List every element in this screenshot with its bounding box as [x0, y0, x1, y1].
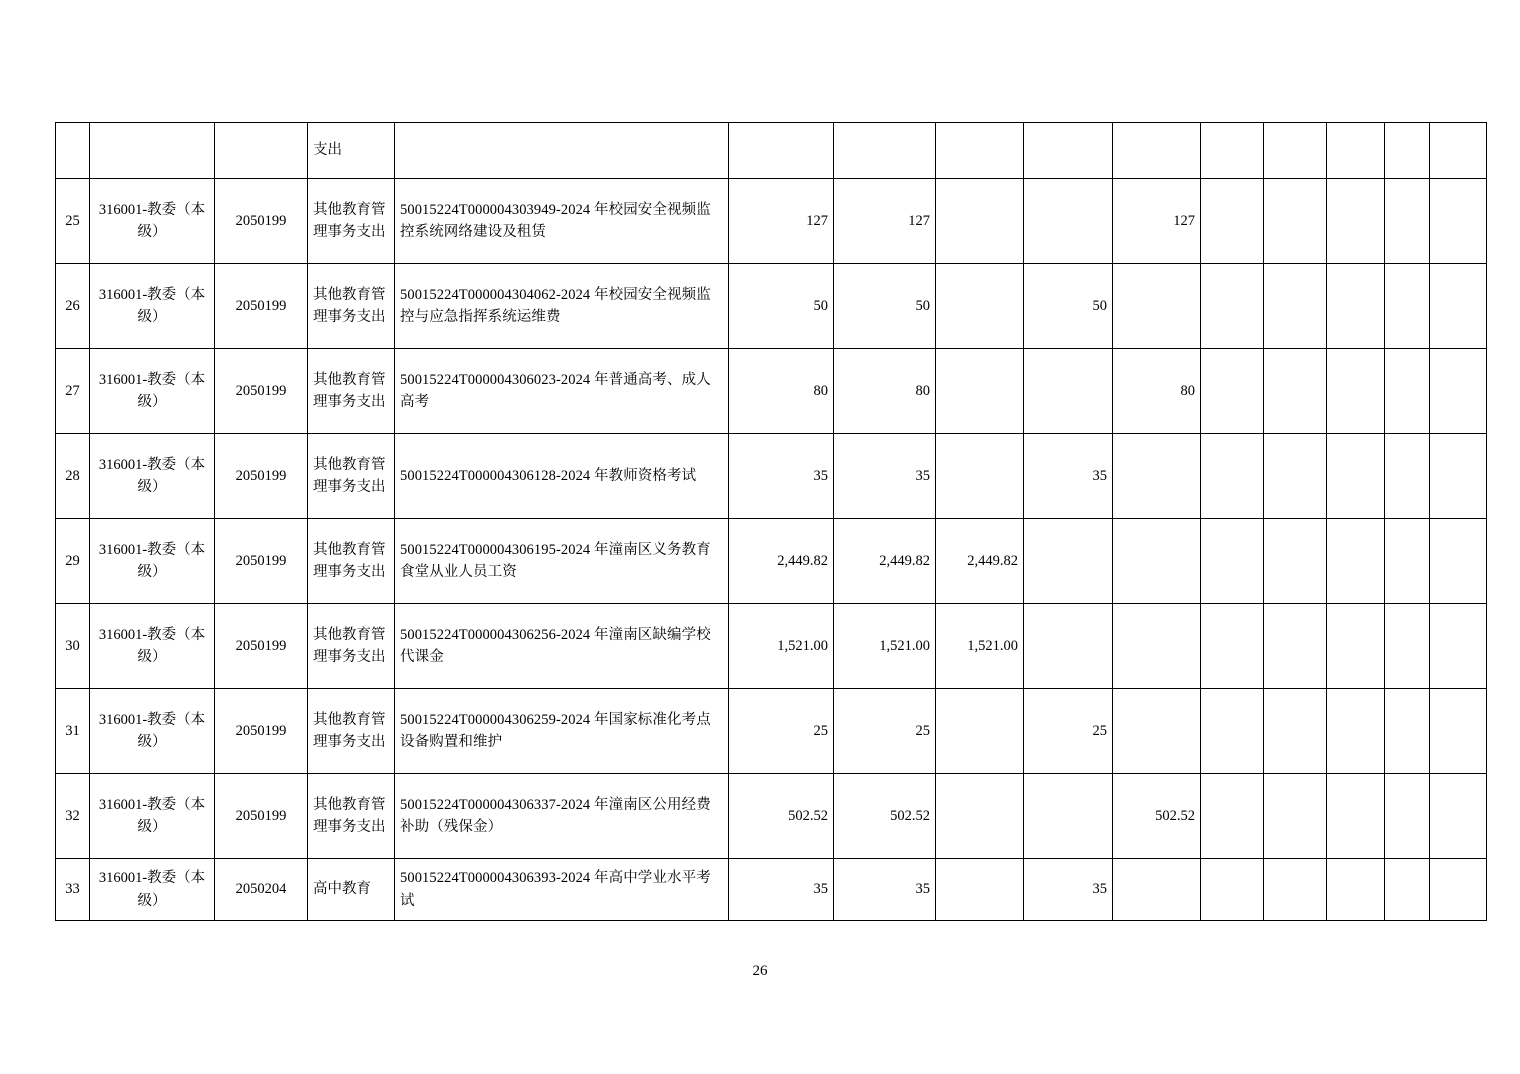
row-total: 502.52 — [729, 774, 834, 859]
row-capital-budget — [1113, 264, 1201, 349]
row-code: 2050199 — [215, 519, 308, 604]
row-function-name: 其他教育管理事务支出 — [308, 264, 395, 349]
row-general-budget — [936, 123, 1024, 179]
row-extra-4 — [1385, 859, 1430, 921]
row-extra-3 — [1327, 774, 1385, 859]
row-function-name: 其他教育管理事务支出 — [308, 179, 395, 264]
table-row — [56, 859, 1487, 921]
row-capital-budget — [1113, 859, 1201, 921]
row-code — [215, 123, 308, 179]
row-general-budget — [936, 349, 1024, 434]
row-general-budget — [936, 859, 1024, 921]
row-total: 35 — [729, 859, 834, 921]
row-index: 33 — [56, 859, 90, 921]
row-index: 26 — [56, 264, 90, 349]
row-total: 2,449.82 — [729, 519, 834, 604]
row-extra-5 — [1430, 859, 1487, 921]
row-project-name — [395, 123, 729, 179]
row-extra-5 — [1430, 434, 1487, 519]
row-extra-2 — [1264, 434, 1327, 519]
row-extra-1 — [1201, 434, 1264, 519]
row-extra-4 — [1385, 179, 1430, 264]
row-total: 35 — [729, 434, 834, 519]
row-project-name: 50015224T000004303949-2024 年校园安全视频监控系统网络建设及租赁 — [395, 179, 729, 264]
row-extra-2 — [1264, 689, 1327, 774]
row-general-budget — [936, 774, 1024, 859]
row-fund-budget: 35 — [1024, 859, 1113, 921]
table-row — [56, 604, 1487, 689]
row-capital-budget — [1113, 519, 1201, 604]
row-unit: 316001-教委（本级） — [90, 179, 215, 264]
row-project-name: 50015224T000004306195-2024 年潼南区义务教育食堂从业人员工资 — [395, 519, 729, 604]
row-extra-5 — [1430, 519, 1487, 604]
row-unit: 316001-教委（本级） — [90, 434, 215, 519]
row-capital-budget: 502.52 — [1113, 774, 1201, 859]
row-fund-budget — [1024, 123, 1113, 179]
row-extra-5 — [1430, 123, 1487, 179]
row-extra-1 — [1201, 774, 1264, 859]
row-fiscal-total — [834, 123, 936, 179]
row-extra-3 — [1327, 434, 1385, 519]
row-extra-1 — [1201, 859, 1264, 921]
row-fiscal-total: 25 — [834, 689, 936, 774]
row-total: 50 — [729, 264, 834, 349]
row-extra-3 — [1327, 689, 1385, 774]
row-index: 29 — [56, 519, 90, 604]
row-fund-budget — [1024, 349, 1113, 434]
row-unit: 316001-教委（本级） — [90, 689, 215, 774]
row-project-name: 50015224T000004306337-2024 年潼南区公用经费补助（残保金） — [395, 774, 729, 859]
row-capital-budget — [1113, 689, 1201, 774]
row-code: 2050199 — [215, 774, 308, 859]
row-extra-2 — [1264, 604, 1327, 689]
row-unit: 316001-教委（本级） — [90, 264, 215, 349]
row-project-name: 50015224T000004306256-2024 年潼南区缺编学校代课金 — [395, 604, 729, 689]
row-index: 28 — [56, 434, 90, 519]
row-general-budget: 1,521.00 — [936, 604, 1024, 689]
row-extra-2 — [1264, 264, 1327, 349]
row-extra-1 — [1201, 519, 1264, 604]
row-index — [56, 123, 90, 179]
row-index: 27 — [56, 349, 90, 434]
row-code: 2050199 — [215, 264, 308, 349]
row-total — [729, 123, 834, 179]
row-extra-4 — [1385, 123, 1430, 179]
row-function-name: 其他教育管理事务支出 — [308, 519, 395, 604]
row-index: 31 — [56, 689, 90, 774]
row-code: 2050199 — [215, 689, 308, 774]
row-extra-4 — [1385, 774, 1430, 859]
table-row — [56, 123, 1487, 179]
row-project-name: 50015224T000004306393-2024 年高中学业水平考试 — [395, 859, 729, 921]
row-function-name: 其他教育管理事务支出 — [308, 689, 395, 774]
row-total: 80 — [729, 349, 834, 434]
row-extra-3 — [1327, 859, 1385, 921]
row-function-name: 其他教育管理事务支出 — [308, 774, 395, 859]
row-fiscal-total: 2,449.82 — [834, 519, 936, 604]
row-extra-3 — [1327, 123, 1385, 179]
row-index: 25 — [56, 179, 90, 264]
row-fiscal-total: 502.52 — [834, 774, 936, 859]
row-fund-budget — [1024, 774, 1113, 859]
row-function-name: 支出 — [308, 123, 395, 179]
row-code: 2050199 — [215, 349, 308, 434]
row-unit: 316001-教委（本级） — [90, 349, 215, 434]
row-general-budget: 2,449.82 — [936, 519, 1024, 604]
row-function-name: 高中教育 — [308, 859, 395, 921]
row-unit: 316001-教委（本级） — [90, 774, 215, 859]
row-fund-budget — [1024, 519, 1113, 604]
row-extra-2 — [1264, 774, 1327, 859]
row-extra-2 — [1264, 519, 1327, 604]
row-fund-budget: 25 — [1024, 689, 1113, 774]
row-unit: 316001-教委（本级） — [90, 859, 215, 921]
row-extra-4 — [1385, 689, 1430, 774]
row-extra-3 — [1327, 179, 1385, 264]
row-extra-3 — [1327, 604, 1385, 689]
table-body — [56, 123, 1487, 921]
table-row — [56, 179, 1487, 264]
table-row — [56, 774, 1487, 859]
row-code: 2050199 — [215, 179, 308, 264]
row-extra-3 — [1327, 519, 1385, 604]
row-fiscal-total: 80 — [834, 349, 936, 434]
row-fund-budget: 50 — [1024, 264, 1113, 349]
row-capital-budget — [1113, 604, 1201, 689]
row-extra-5 — [1430, 604, 1487, 689]
row-capital-budget — [1113, 123, 1201, 179]
row-fund-budget: 35 — [1024, 434, 1113, 519]
row-extra-5 — [1430, 264, 1487, 349]
row-project-name: 50015224T000004306023-2024 年普通高考、成人高考 — [395, 349, 729, 434]
row-function-name: 其他教育管理事务支出 — [308, 349, 395, 434]
row-general-budget — [936, 264, 1024, 349]
row-unit — [90, 123, 215, 179]
row-fund-budget — [1024, 604, 1113, 689]
row-extra-4 — [1385, 349, 1430, 434]
row-extra-4 — [1385, 434, 1430, 519]
row-project-name: 50015224T000004304062-2024 年校园安全视频监控与应急指挥系统运维费 — [395, 264, 729, 349]
row-code: 2050199 — [215, 604, 308, 689]
row-extra-4 — [1385, 604, 1430, 689]
row-extra-2 — [1264, 123, 1327, 179]
budget-expenditure-table — [55, 122, 1487, 921]
row-total: 1,521.00 — [729, 604, 834, 689]
row-project-name: 50015224T000004306259-2024 年国家标准化考点设备购置和维护 — [395, 689, 729, 774]
row-capital-budget: 127 — [1113, 179, 1201, 264]
row-fiscal-total: 127 — [834, 179, 936, 264]
row-index: 32 — [56, 774, 90, 859]
row-extra-5 — [1430, 774, 1487, 859]
row-extra-4 — [1385, 264, 1430, 349]
table-row — [56, 349, 1487, 434]
row-extra-4 — [1385, 519, 1430, 604]
row-general-budget — [936, 179, 1024, 264]
row-extra-1 — [1201, 689, 1264, 774]
table-row — [56, 434, 1487, 519]
row-fiscal-total: 35 — [834, 434, 936, 519]
row-extra-1 — [1201, 264, 1264, 349]
page-number: 26 — [752, 963, 768, 979]
row-extra-3 — [1327, 349, 1385, 434]
row-general-budget — [936, 689, 1024, 774]
row-function-name: 其他教育管理事务支出 — [308, 604, 395, 689]
row-unit: 316001-教委（本级） — [90, 604, 215, 689]
row-code: 2050204 — [215, 859, 308, 921]
row-extra-5 — [1430, 179, 1487, 264]
row-index: 30 — [56, 604, 90, 689]
row-capital-budget — [1113, 434, 1201, 519]
row-extra-3 — [1327, 264, 1385, 349]
row-extra-1 — [1201, 604, 1264, 689]
row-function-name: 其他教育管理事务支出 — [308, 434, 395, 519]
row-fiscal-total: 50 — [834, 264, 936, 349]
table-row — [56, 519, 1487, 604]
row-extra-1 — [1201, 179, 1264, 264]
row-general-budget — [936, 434, 1024, 519]
row-fiscal-total: 1,521.00 — [834, 604, 936, 689]
row-project-name: 50015224T000004306128-2024 年教师资格考试 — [395, 434, 729, 519]
row-extra-2 — [1264, 179, 1327, 264]
row-fund-budget — [1024, 179, 1113, 264]
row-extra-1 — [1201, 123, 1264, 179]
row-extra-2 — [1264, 349, 1327, 434]
row-extra-2 — [1264, 859, 1327, 921]
row-code: 2050199 — [215, 434, 308, 519]
row-fiscal-total: 35 — [834, 859, 936, 921]
row-total: 25 — [729, 689, 834, 774]
row-extra-1 — [1201, 349, 1264, 434]
row-capital-budget: 80 — [1113, 349, 1201, 434]
row-extra-5 — [1430, 349, 1487, 434]
row-extra-5 — [1430, 689, 1487, 774]
row-unit: 316001-教委（本级） — [90, 519, 215, 604]
row-total: 127 — [729, 179, 834, 264]
table-row — [56, 264, 1487, 349]
table-row — [56, 689, 1487, 774]
